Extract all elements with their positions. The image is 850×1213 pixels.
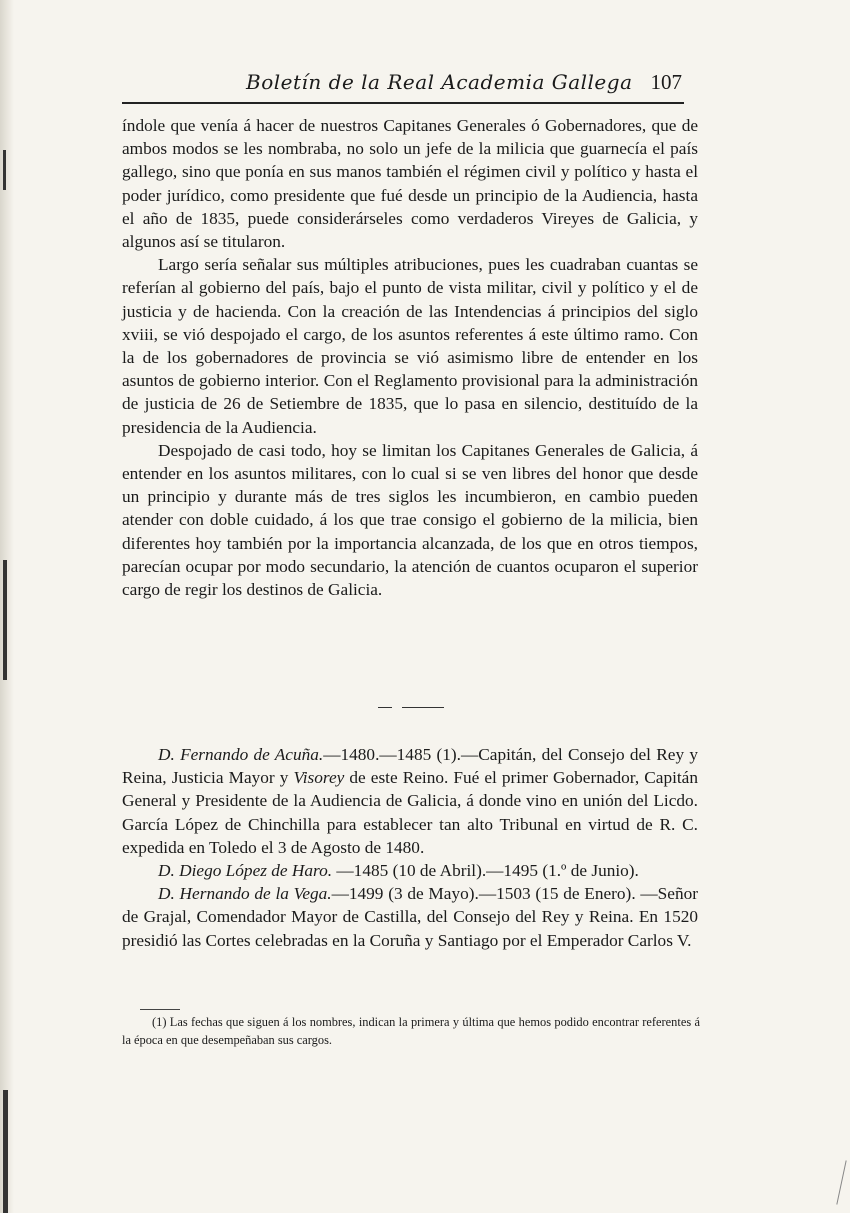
- footnote-rule: [140, 1009, 180, 1010]
- separator-dash: [402, 707, 444, 708]
- binding-mark: [3, 560, 7, 680]
- section-separator: [378, 707, 444, 709]
- entry-name: D. Diego López de Haro.: [158, 861, 333, 881]
- entry: [122, 743, 698, 859]
- paragraph: Largo sería señalar sus múltiples atribuciones, pues les cuadraban cuantas se referían al gobierno del país, bajo el punto de vista militar, civil y político y el de justicia y de hacienda. Con la creación de las Intendencias á principios del siglo xviii, se vió despojado el cargo, de los asuntos referentes á este último ramo. Con la de los gobernadores de provincia se vió asimismo libre de entender en los asuntos de gobierno interior. Con el Reglamento provisional para la administración de justicia de 26 de Setiembre de 1835, que lo pasa en silencio, destituído de la presidencia de la Audiencia.: [122, 255, 698, 437]
- page-header: [122, 66, 684, 104]
- binding-mark: [3, 1090, 8, 1213]
- entry-text: —1480.—1485 (1).—Capitán, del Consejo del Rey y Reina, Justicia Mayor y: [122, 745, 698, 788]
- entry-title: Visorey: [293, 768, 345, 788]
- footnote-text: (1) Las fechas que siguen á los nombres, indican la primera y última que hemos podido encontrar referentes á la época en que desempeñaban sus cargos.: [122, 1015, 700, 1047]
- entry: [122, 859, 698, 882]
- entry-name: D. Fernando de Acuña.: [158, 745, 324, 764]
- entry-text: —1499 (3 de Mayo).—1503 (15 de Enero). —Señor de Grajal, Comendador Mayor de Castilla, del Consejo del Rey y Reina. En 1520 presidió las Cortes celebradas en la Coruña y Santiago por el Emperador Carlos V.: [122, 884, 698, 950]
- entry-text: —1485 (10 de Abril).—1495 (1.º de Junio).: [332, 861, 639, 881]
- entries-list: [122, 743, 698, 952]
- entry-name: D. Hernando de la Vega.: [158, 884, 332, 904]
- page-number: 107: [650, 70, 682, 94]
- body-text: [122, 114, 698, 601]
- separator-dash: [378, 707, 392, 708]
- paragraph: índole que venía á hacer de nuestros Capitanes Generales ó Gobernadores, que de ambos modos se les nombraba, no solo un jefe de la milicia que guarnecía el país gallego, sino que ponía en sus manos también el régimen civil y político y hasta el poder jurídico, como presidente que fué desde un principio de la Audiencia, hasta el año de 1835, puede considerárseles como verdaderos Vireyes de Galicia, y algunos así se titularon.: [122, 116, 698, 252]
- page-binding-edge: [0, 0, 14, 1213]
- entry: [122, 882, 698, 952]
- running-title: Boletín de la Real Academia Gallega: [246, 70, 633, 94]
- binding-mark: [3, 150, 6, 190]
- page-edge-mark: [836, 1160, 846, 1204]
- entry-text: de este Reino. Fué el primer Gobernador, Capitán General y Presidente de la Audiencia de Galicia, á donde vino en unión del Licdo. García López de Chinchilla para establecer tan alto Tribunal en virtud de R. C. expedida en Toledo el 3 de Agosto de 1480.: [122, 768, 698, 857]
- footnote: [122, 1013, 700, 1049]
- paragraph: Despojado de casi todo, hoy se limitan los Capitanes Generales de Galicia, á entender en los asuntos militares, con lo cual si se ven libres del honor que desde un principio y durante más de tres siglos les incumbieron, en cambio pueden atender con doble cuidado, á los que trae consigo el gobierno de la milicia, bien diferentes hoy también por la importancia alcanzada, de los que en otros tiempos, parecían ocupar por modo secundario, la atención de cuantos ocuparon el superior cargo de regir los destinos de Galicia.: [122, 440, 698, 600]
